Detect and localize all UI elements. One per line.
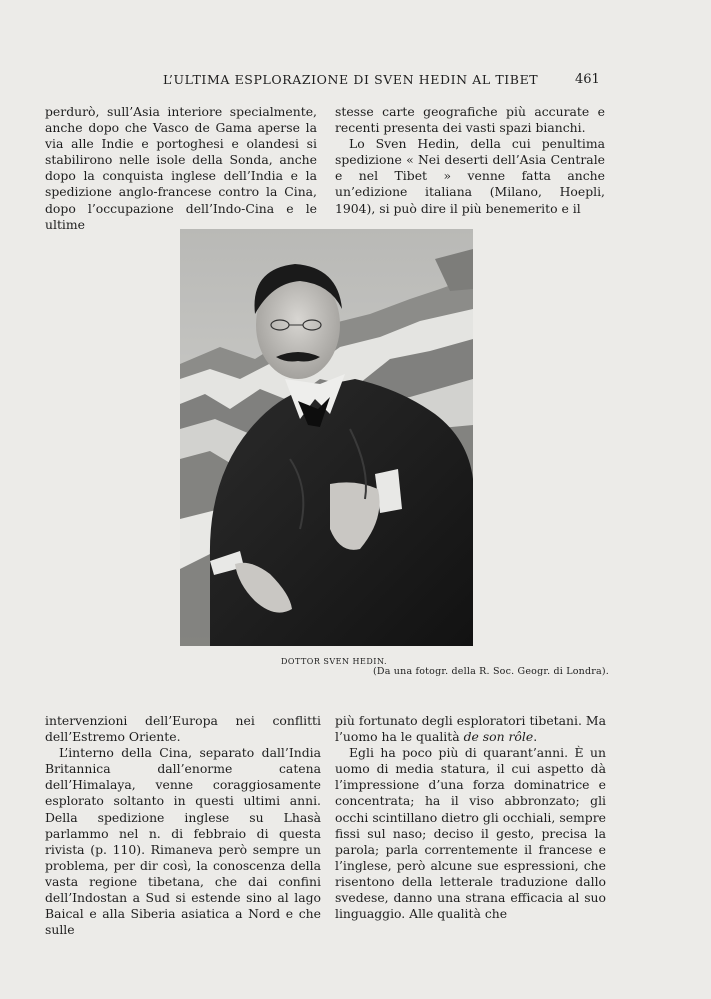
paragraph <box>335 713 606 745</box>
paragraph-text: . <box>533 729 538 745</box>
page-number: 461 <box>575 72 600 87</box>
column-bottom-left <box>45 713 321 938</box>
column-bottom-right <box>335 713 606 922</box>
portrait-photograph <box>180 229 473 646</box>
figure-credit: (Da una fotogr. della R. Soc. Geogr. di Londra). <box>373 666 610 677</box>
figure-caption: DOTTOR SVEN HEDIN. <box>281 657 387 666</box>
running-title: L’ULTIMA ESPLORAZIONE DI SVEN HEDIN AL TIBET <box>163 72 539 87</box>
paragraph: Lo Sven Hedin, della cui penultima spedizione « Nei deserti dell’Asia Centrale e nel Tibet » venne fatta anche un’edizione italiana (Milano, Hoepli, 1904), si può dire il più benemerito e il <box>335 136 605 216</box>
paragraph-text: più fortunato degli esploratori tibetani. Ma l’uomo ha le qualità <box>335 713 606 745</box>
italic-phrase: de son rôle <box>463 729 534 745</box>
paragraph: stesse carte geografiche più accurate e recenti presenta dei vasti spazi bianchi. <box>335 104 605 136</box>
paragraph: intervenzioni dell’Europa nei conflitti dell’Estremo Oriente. <box>45 713 321 745</box>
paragraph: perdurò, sull’Asia interiore specialmente, anche dopo che Vasco de Gama aperse la via alle Indie e portoghesi e olandesi si stabilirono nelle isole della Sonda, anche dopo la conquista inglese dell’India e la spedizione anglo-francese contro la Cina, dopo l’occupazione dell’Indo-Cina e le ultime <box>45 104 317 232</box>
portrait-illustration <box>180 229 473 646</box>
paragraph: Egli ha poco più di quarant’anni. È un uomo di media statura, il cui aspetto dà l’impressione d’una forza dominatrice e concentrata; ha il viso abbronzato; gli occhi scintillano dietro gli occhiali, sempre fissi sul naso; deciso il gesto, precisa la parola; parla correntemente il francese e l’inglese, però alcune sue espressioni, che risentono della letterale traduzione dallo svedese, danno una strana efficacia al suo linguaggio. Alle qualità che <box>335 745 606 922</box>
column-top-right <box>335 104 605 217</box>
running-header <box>0 72 711 90</box>
paragraph: L’interno della Cina, separato dall’India Britannica dall’enorme catena dell’Himalaya, venne coraggiosamente esplorato soltanto in questi ultimi anni. Della spedizione inglese su Lhasà parlammo nel n. di febbraio di questa rivista (p. 110). Rimaneva però sempre un problema, per dir così, la conoscenza della vasta regione tibetana, che dai confini dell’Indostan a Sud si estende sino al lago Baical e alla Siberia asiatica a Nord e che sulle <box>45 745 321 938</box>
column-top-left <box>45 104 317 233</box>
